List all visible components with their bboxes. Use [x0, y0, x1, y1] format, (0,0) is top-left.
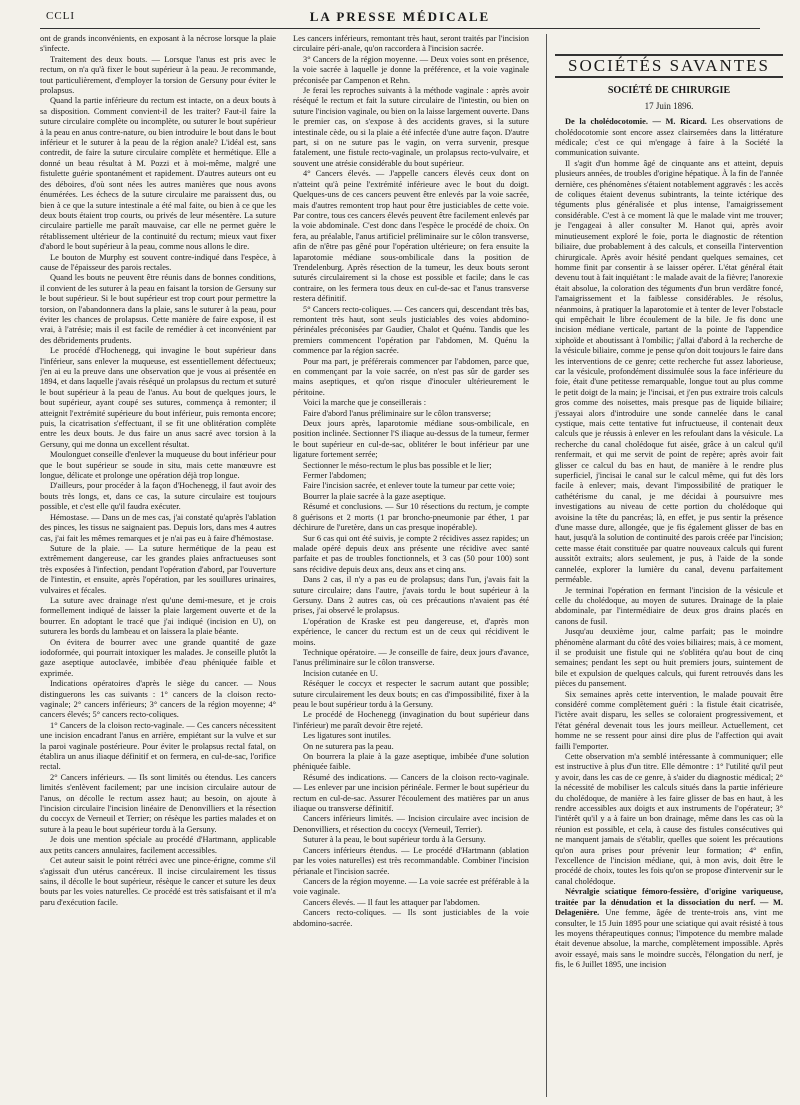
article-paragraph: Deux jours après, laparotomie médiane sous-ombilicale, en position inclinée. Sectionner l'S iliaque au-dessus de la tumeur, fermer le bout supérieur en cul-de-sac, oblitérer le bout inférieur par une ligature fortement serrée; [293, 419, 529, 460]
article-paragraph: Cancers recto-coliques. — Ils sont justiciables de la voie abdomino-sacrée. [293, 908, 529, 928]
case1-paragraph: Six semaines après cette intervention, le malade pouvait être considéré comme complètement guéri : la fistule était cicatrisée, l'ictère avait disparu, les selles se coloraient progressivement, et l'état général devenait tous les jours meilleur. Actuellement, cet homme ne se ressent pour ainsi dire plus de l'affection qui avait failli l'emporter. [555, 689, 783, 751]
article-paragraph: Moulonguet conseille d'enlever la muqueuse du bout inférieur pour que le bout supérieur se soude in situ, mais cette manœuvre est longue, délicate et prolonge une opération déjà trop longue. [40, 450, 276, 481]
article-paragraph: Quand les bouts ne peuvent être réunis dans de bonnes conditions, il convient de les suturer à la peau en faisant la torsion de Gersuny sur le bout supérieur. Si le bout supérieur est trop court pour permettre la torsion, on l'abandonnera dans la plaie, sans le suturer à la peau, pour éviter les chances de prolapsus. Cette manière de faire expose, il est vrai, à l'atrésie; mais il est facile de remédier à cet inconvénient par des débridements prudents. [40, 273, 276, 345]
article-paragraph: Cancers élevés. — Il faut les attaquer par l'abdomen. [303, 897, 480, 907]
article-paragraph: Pour ma part, je préférerais commencer par l'abdomen, parce que, en commençant par la voie sacrée, on n'est pas sûr de garder ses mains aseptiques, et qu'on risque d'inoculer ultérieurement le péritoine. [293, 356, 529, 397]
article-paragraph: Traitement des deux bouts. — Lorsque l'anus est pris avec le rectum, on n'a qu'à fixer le bout supérieur à la peau. Je recommande, tout particulièrement, d'employer la torsion de Gersuny pour éviter le prolapsus. [40, 54, 276, 96]
article-paragraph: Cet auteur saisit le point rétréci avec une pince-érigne, comme s'il s'agissait d'un utérus cancéreux. Il incise circulairement les tissus sains, il décolle le bout supérieur, résèque le cancer et suture les deux bouts par les voies naturelles. Ce procédé est très satisfaisant et il m'a paru d'exécution facile. [40, 856, 276, 907]
article-paragraph: Je dois une mention spéciale au procédé d'Hartmann, applicable aux petits cancers annulaires, facilement accessibles. [40, 835, 276, 855]
section-title: SOCIÉTÉS SAVANTES [555, 54, 783, 78]
article-paragraph: Faire d'abord l'anus préliminaire sur le côlon transverse; [303, 408, 491, 418]
journal-title: LA PRESSE MÉDICALE [309, 9, 491, 24]
article-paragraph: La suture avec drainage n'est qu'une demi-mesure, et je crois formellement indiqué de laisser la plaie largement ouverte et de la bourrer. En adoptant le tracé que j'ai indiqué (incision en U), on suturera les bords du lambeau et on laissera la plaie béante. [40, 595, 276, 637]
article-paragraph: 3° Cancers de la région moyenne. — Deux voies sont en présence, la voie sacrée à laquelle je donne la préférence, et la voie vaginale préconisée par Campenon et Rehn. [293, 54, 529, 85]
article-paragraph: Hémostase. — Dans un de mes cas, j'ai constaté qu'après l'ablation des pinces, les tissus ne saignaient pas. Depuis lors, dans mes 4 autres cas, j'ai fait les mêmes remarques et je n'ai pas eu à faire d'hémostase. [40, 512, 276, 543]
case2-paragraph: Une femme, âgée de trente-trois ans, vint me consulter, le 15 Juin 1895 pour une sciatique qui avait résisté à tous les moyens thérapeutiques connus; l'impotence du membre malade était devenue absolue, la marche, complètement impossible. Après avoir essayé, mais sans le moindre succès, l'élongation du nerf, je fis, le 6 Juillet 1895, une incision [555, 908, 783, 970]
article-paragraph: 4° Cancers élevés. — J'appelle cancers élevés ceux dont on n'atteint qu'à peine l'extrémité inférieure avec le bout du doigt. Quelques-uns de ces cancers peuvent être enlevés par la voie sacrée, mais d'autres remontent trop haut pour être justiciables de cette voie. Par contre, tous ces cancers élevés peuvent être facilement enlevés par la voie abdominale. C'est donc dans l'espèce le procédé de choix. On fera, au préalable, l'anus artificiel préliminaire sur le côlon transverse, afin de n'être pas gêné pour l'opération ultérieure; on fera ensuite la laparotomie médiane sous-ombilicale dans la position de Trendelenburg. Après résection de la tumeur, les deux bouts seront suturés circulairement si la chose est possible et facile; dans le cas contraire, on les fermera tous deux en cul-de-sac et l'anus transverse restera définitif. [293, 169, 529, 304]
case1-paragraph: Cette observation m'a semblé intéressante à communiquer; elle est instructive à plus d'un titre. Elle démontre : 1° l'utilité qu'il peut y avoir, dans les cas de ce genre, à s'aider du diagnostic médical; 2° la nécessité de mobiliser les calculs situés dans la partie inférieure du cholédoque, de manière à les faire glisser de bas en haut, à les rendre accessibles aux doigts et aux instruments de l'opérateur; 3° l'intérêt qu'il y a à faire un bon drainage, même dans les cas où la réunion est possible, et cela, à cause des fistules consécutives qui ne manquent jamais de s'établir, quelles que soient les précautions qu'on aura prises pour prévenir leur formation; 4° enfin, l'excellence de l'incision médiane, qui, à mon avis, doit être le procédé de choix, toutes les fois qu'on se propose d'intervenir sur le canal cholédoque. [555, 752, 783, 886]
article-paragraph: Je ferai les reproches suivants à la méthode vaginale : après avoir réséqué le rectum et fait la suture circulaire de l'intestin, ou bien on suture l'incision vaginale, ou bien on la laisse largement ouverte. Dans le premier cas, on s'expose à des accidents graves, si la suture intestinale cède, ou si la plaie a été infectée d'une autre façon. D'autre part, si on ne suture pas le vagin, on verra survenir, presque fatalement, une fistule recto-vaginale, un prolapsus recto-vulvaire, et souvent une atrésie considérable du bout supérieur. [293, 86, 529, 168]
article-paragraph: Fermer l'abdomen; [303, 471, 367, 481]
article-paragraph: Le bouton de Murphy est souvent contre-indiqué dans l'espèce, à cause de l'épaisseur des parois rectales. [40, 252, 276, 272]
article-paragraph: Bourrer la plaie sacrée à la gaze aseptique. [303, 491, 446, 501]
case1-paragraph: Les observations de cholédocotomie sont encore assez clairsemées dans la littérature médicale; c'est ce qui m'engage à faire à la Société la communication suivante. [555, 117, 783, 158]
article-paragraph: Quand la partie inférieure du rectum est intacte, on a deux bouts à sa disposition. Comment convient-il de les traiter? Faut-il faire la suture circulaire complète ou incomplète, ou suturer le bout supérieur à la peau en anus contre-nature, ou bien introduire le bout dans le bout inférieur et le suturer à la peau de la région anale? L'idéal est, sans contredit, de faire la suture circulaire complète et hermétique. Elle a donné un beau résultat à M. Pozzi et à moi-même, malgré une fistulette guérie spontanément et rapidement. D'autres auteurs ont eu des déboires, d'où sont nées les autres manières que nous avons énumérées. Les échecs de la suture circulaire me paraissent dus, ou bien à ce que la suture intestinale a été mal faite, ou bien à ce que les deux bouts étaient trop courts, ou privés de leur mésentère. La suture circulaire partielle me paraît mauvaise, car elle ne permet guère le rétablissement ultérieur de la continuité du rectum; mieux vaut fixer d'abord le bout supérieur à la peau, comme nous allons le dire. [40, 96, 276, 252]
article-paragraph: Incision cutanée en U. [303, 668, 378, 678]
column-middle [293, 34, 529, 1097]
article-paragraph: Réséquer le coccyx et respecter le sacrum autant que possible; suture circulairement les deux bouts; en cas d'impossibilité, fixer à la peau le bout supérieur tordu à la Gersuny. [293, 679, 529, 709]
society-heading: SOCIÉTÉ DE CHIRURGIE [607, 85, 731, 97]
session-date: 17 Juin 1896. [644, 100, 694, 111]
article-paragraph: On ne suturera pas la peau. [303, 741, 394, 751]
page-number: CCLI [46, 10, 76, 22]
article-paragraph: Technique opératoire. — Je conseille de faire, deux jours d'avance, l'anus préliminaire sur le côlon transverse. [293, 647, 529, 668]
case1-title: De la cholédocotomie. [565, 117, 648, 127]
article-paragraph: 5° Cancers recto-coliques. — Ces cancers qui, descendant très bas, remontent très haut, sont seuls justiciables des voies abdomino-périnéales préconisées par Gaudier, Chalot et Quénu. Tandis que les premiers commencent l'opération par l'abdomen, M. Quénu la commence par la région sacrée. [293, 304, 529, 356]
article-paragraph: Suture de la plaie. — La suture hermétique de la peau est extrêmement dangereuse, car les grandes plaies anfractueuses sont très exposées à l'infection, pendant l'opération d'abord, par l'ouverture de l'intestin, et ensuite, après l'opération, par les souillures urinaires, vulvaires et fécales. [40, 543, 276, 595]
article-paragraph: Cancers inférieurs limités. — Incision circulaire avec incision de Denonvilliers, et résection du coccyx (Verneuil, Terrier). [293, 814, 529, 834]
article-paragraph: Sectionner le méso-rectum le plus bas possible et le lier; [303, 460, 492, 470]
article-paragraph: L'opération de Kraske est peu dangereuse, et, d'après mon expérience, le cancer du rectum est un de ceux qui récidivent le moins. [293, 616, 529, 647]
article-paragraph: 1° Cancers de la cloison recto-vaginale. — Ces cancers nécessitent une incision encadrant l'anus en arrière, empiétant sur la vulve et sur la paroi vaginale postérieure. Pour éviter le prolapsus rectal fatal, on établira un anus iliaque définitif et on fermera, en cul-de-sac, l'orifice rectal. [40, 720, 276, 772]
case1-paragraph: Il s'agit d'un homme âgé de cinquante ans et atteint, depuis plusieurs années, de troubles d'origine hépatique. À la fin de l'année dernière, ces phénomènes s'étaient notablement aggravés : les accès de coliques étaient devenus subintrants, la teinte ictérique des téguments plus généralisée et plus intense, l'amaigrissement considérable. C'est à ce moment là que le malade vint me trouver; je l'engageai à aller consulter M. Hanot qui, après avoir minutieusement exploré le foie, porta le diagnostic de rétention biliaire, due probablement à des calculs, et conseilla l'intervention chirurgicale. Après avoir hésité pendant quelques semaines, cet homme finit par consentir à se laisser opérer. L'état général était devenu tout à fait inquiétant : le malade avait de la fièvre; l'anorexie était absolue, la coloration des téguments d'un brun verdâtre foncé, l'amaigrissement et la faiblesse considérables. Je résolus, néanmoins, à pratiquer la laparotomie et à tenter de lever l'obstacle qui empêchait le libre écoulement de la bile. Je fis donc une incision médiane verticale, partant de la pointe de l'appendice xiphoïde et aboutissant à l'ombilic; j'allai d'abord à la recherche de la vésicule biliaire, comme je pense qu'on doit toujours le faire dans les interventions de ce genre; cette recherche fut assez laborieuse, car la vésicule, profondément dissimulée sous la face inférieure du foie, était d'une petitesse remarquable, longue tout au plus comme le petit doigt de la main; je l'incisai, et j'en pus extraire trois calculs gros comme des noisettes, mais presque pas de liquide biliaire; j'essayai alors d'introduire une sonde cannelée dans le canal cystique, mais cette tentative fut infructueuse, il contenait deux calculs que je réussis à enlever en les refoulant dans la vésicule. La recherche du canal cholédoque fut aisée, grâce à un calcul qu'il renfermait, et qui me servit de point de repère; après avoir fait glisser ce calcul du bas en haut, de manière à le rendre plus superficiel, j'incisai le canal sur le calcul même, qui fut dès lors facile à enlever; mais, devant l'impossibilité de pratiquer le cathétérisme du canal, je me décidai à poursuivre mes investigations au niveau de cette portion du cholédoque qui avoisine la tête du pancréas; là, en effet, je pus sentir la présence d'une masse dure, allongée, que je fis également glisser de bas en haut, jusqu'à la solution de continuité des parois créée par l'incision; cette masse était constituée par quatre nouveaux calculs qui furent aussitôt extraits; alors seulement, je pus, à l'aide de la sonde cannelée, explorer la lumière du canal, devenu parfaitement perméable. [555, 158, 783, 585]
case2-author: — M. Delagenière. [555, 897, 783, 918]
case1-intro [555, 117, 783, 159]
case2-intro [555, 887, 783, 970]
article-paragraph: On bourrera la plaie à la gaze aseptique, imbibée d'une solution phéniquée faible. [293, 752, 529, 772]
article-paragraph: Voici la marche que je conseillerais : [303, 398, 427, 408]
columns [40, 34, 783, 1097]
article-paragraph: Le procédé de Hochenegg (invagination du bout supérieur dans l'inférieur) me paraît devoir être rejeté. [293, 710, 529, 730]
article-paragraph: Le procédé d'Hochenegg, qui invagine le bout supérieur dans l'inférieur, sans enlever la muqueuse, est essentiellement défectueux; j'en ai eu la preuve dans une observation que je vous ai présentée en 1894, et dans laquelle j'avais réséqué un prolapsus du rectum et suturé le bout supérieur à la peau de l'anus. Au bout de quelques jours, le bout supérieur, ayant coupé ses sutures, commença à remonter; il atteignit l'extrémité supérieure du bout inférieur, puis remonta encore; puis, la cicatrisation s'effectuant, il se fit une oblitération complète entre les deux bouts. Je dus faire un anus sacré avec torsion à la Gersuny, qui me donna un excellent résultat. [40, 346, 276, 449]
article-paragraph: D'ailleurs, pour procéder à la façon d'Hochenegg, il faut avoir des bouts très longs, et, dans ce cas, la suture circulaire est toujours possible, et c'est elle qu'il faudra exécuter. [40, 481, 276, 512]
column-right [546, 34, 783, 1097]
article-paragraph: Résumé des indications. — Cancers de la cloison recto-vaginale. — Les enlever par une incision périnéale. Fermer le bout supérieur du rectum en cul-de-sac. Assurer l'écoulement des matières par un anus iliaque ou transverse définitif. [293, 772, 529, 814]
article-paragraph: Dans 2 cas, il n'y a pas eu de prolapsus; dans l'un, j'avais fait la suture circulaire; dans l'autre, j'avais tordu le bout supérieur à la Gersuny. Dans 2 autres cas, où ces précautions n'avaient pas été prises, j'ai observé le prolapsus. [293, 575, 529, 616]
case1-paragraph: Jusqu'au deuxième jour, calme parfait; pas le moindre phénomène alarmant du côté des voies biliaires; mais, à ce moment, il se produisit une fistule qui ne s'oblitéra qu'au bout de cinq semaines; pendant les sept ou huit premiers jours, suintement de bile et expulsion de quelques calculs, qui furent retrouvés dans les pièces du pansement. [555, 627, 783, 689]
article-paragraph: Cancers inférieurs étendus. — Le procédé d'Hartmann (ablation par les voies naturelles) est très recommandable. Combiner l'incision périanale et l'incision sacrée. [293, 845, 529, 876]
case2-title: Névralgie sciatique fémoro-fessière, d'origine variqueuse, traitée par la dénudation et la dissociation du nerf. [555, 887, 783, 907]
article-paragraph: ont de grands inconvénients, en exposant à la nécrose lorsque la plaie s'infecte. [40, 34, 276, 54]
article-paragraph: Les cancers inférieurs, remontant très haut, seront traités par l'incision circulaire péri-anale, qu'on raccordera à l'incision sacrée. [293, 34, 529, 54]
article-paragraph: On évitera de bourrer avec une grande quantité de gaze iodoformée, qui pourrait intoxiquer les malades. Je conseille plutôt la gaze aseptique autoclavée, imbibée d'eau phéniquée faible et exprimée. [40, 637, 276, 678]
article-paragraph: Suturer à la peau, le bout supérieur tordu à la Gersuny. [303, 835, 486, 845]
article-paragraph: Résumé et conclusions. — Sur 10 résections du rectum, je compte 8 guérisons et 2 morts (1 par broncho-pneumonie par éther, 1 par déchirure de l'uretère, dans un cas presque inopérable). [293, 502, 529, 533]
article-paragraph: 2° Cancers inférieurs. — Ils sont limités ou étendus. Les cancers limités s'enlèvent facilement; par une incision circulaire autour de l'anus, on décolle le rectum assez haut; au besoin, on ajoute à l'incision circulaire l'incision linéaire de Denonvilliers et la résection du coccyx de Verneuil et Terrier; on résèque les parties malades et on suture à la peau le bout supérieur tordu à la Gersuny. [40, 772, 276, 834]
article-paragraph: Indications opératoires d'après le siège du cancer. — Nous distinguerons les cas suivants : 1° cancers de la cloison recto-vaginale; 2° cancers inférieurs; 3° cancers de la région moyenne; 4° cancers élevés; 5° cancers recto-coliques. [40, 679, 276, 720]
article-paragraph: Cancers de la région moyenne. — La voie sacrée est préférable à la voie vaginale. [293, 876, 529, 897]
article-paragraph: Sur 6 cas qui ont été suivis, je compte 2 récidives assez rapides; un malade opéré depuis deux ans présente une récidive avec santé parfaite et pas de troubles fonctionnels, et 3 cas (50 pour 100) sont sans récidive depuis deux ans, deux ans et cinq ans. [293, 533, 529, 574]
article-paragraph: Faire l'incision sacrée, et enlever toute la tumeur par cette voie; [303, 481, 515, 491]
article-paragraph: Les ligatures sont inutiles. [303, 731, 391, 741]
page-header [40, 6, 760, 29]
column-left [40, 34, 276, 1097]
case1-author: — M. Ricard. [652, 117, 707, 127]
case1-paragraph: Je terminai l'opération en fermant l'incision de la vésicule et celle du cholédoque, au moyen de sutures. Drainage de la plaie abdominale, par l'intermédiaire de deux gros drains placés en canons de fusil. [555, 585, 783, 626]
